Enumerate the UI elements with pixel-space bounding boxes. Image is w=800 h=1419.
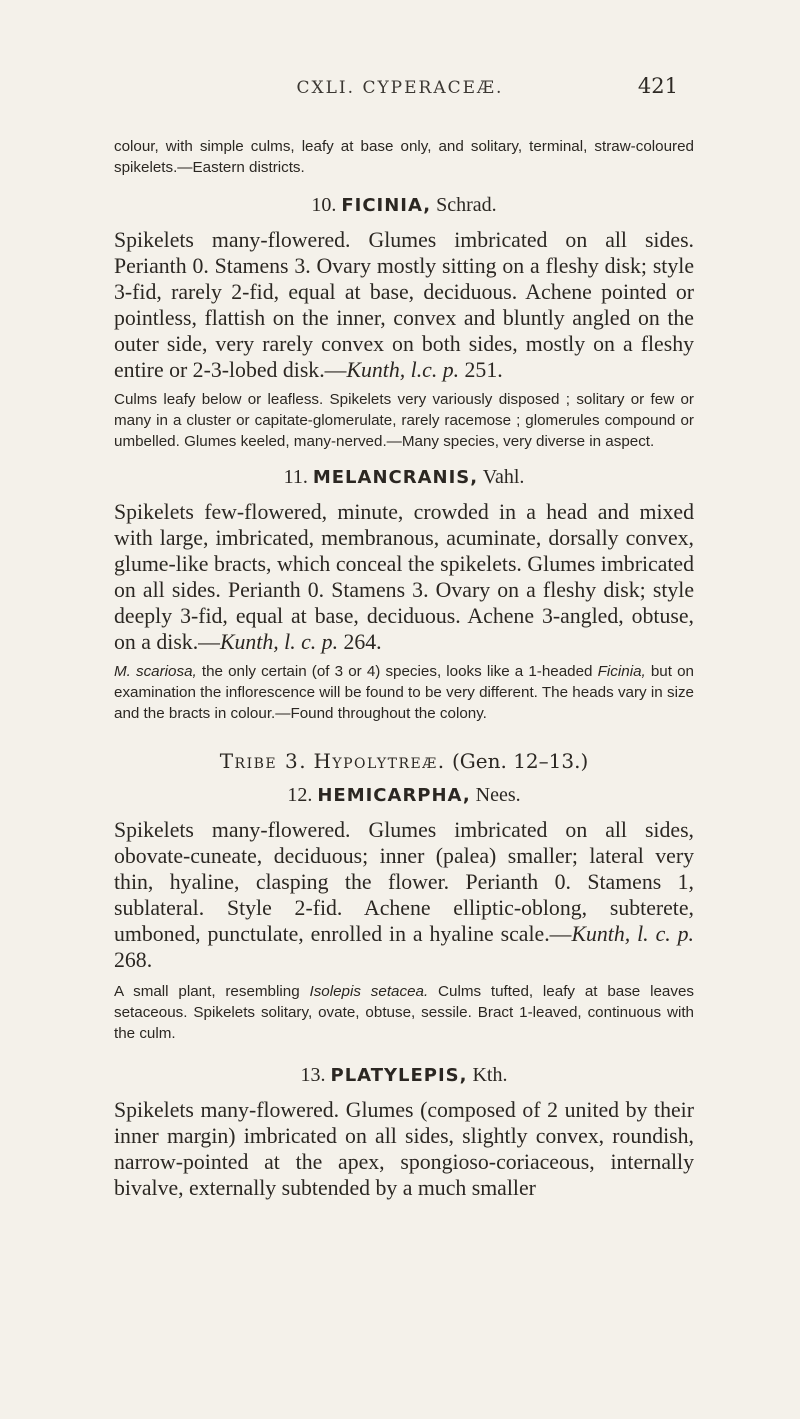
genus-note-ficinia: Culms leafy below or leafless. Spikelets very variously disposed ; solitary or few or many in a cluster or capitate-glomerulate, rarely racemose ; glomerules compound or umbelled. Glumes keeled, many-nerved.—Many species, very diverse in aspect. <box>114 391 694 450</box>
genus-description-ficinia: Spikelets many-flowered. Glumes imbricated on all sides. Perianth 0. Stamens 3. Ovary mostly sitting on a fleshy disk; style 3-fid, rarely 2-fid, equal at base, deciduous. Achene pointed or pointless, flattish on the inner, convex and bluntly angled on the outer side, very rarely convex on both sides, mostly on a fleshy entire or 2-3-lobed disk.—Kunth, l.c. p. 251. <box>114 228 694 382</box>
genus-heading-hemicarpha: 12. HEMICARPHA, Nees. <box>287 784 521 806</box>
page-number: 421 <box>637 74 678 98</box>
genus-heading-ficinia: 10. FICINIA, Schrad. <box>311 194 497 216</box>
genus-description-platylepis: Spikelets many-flowered. Glumes (composed of 2 united by their inner margin) imbricated on all sides, slightly convex, roundish, narrow-pointed at the apex, spongioso-coriaceous, internally bivalve, externally subtended by a much smaller <box>114 1098 694 1200</box>
genus-note-melancranis: M. scariosa, the only certain (of 3 or 4) species, looks like a 1-headed Ficinia, but on examination the inflorescence will be found to be very different. The heads vary in size and the bracts in colour.—Found throughout the colony. <box>114 663 694 722</box>
page-content <box>114 136 694 1201</box>
genus-description-hemicarpha: Spikelets many-flowered. Glumes imbricated on all sides, obovate-cuneate, deciduous; inner (palea) smaller; lateral very thin, hyaline, clasping the flower. Perianth 0. Stamens 1, sublateral. Style 2-fid. Achene elliptic-oblong, subterete, umboned, punctulate, enrolled in a hyaline scale.—Kunth, l. c. p. 268. <box>114 818 694 972</box>
genus-heading-melancranis: 11. MELANCRANIS, Vahl. <box>283 466 525 488</box>
genus-note-hemicarpha: A small plant, resembling Isolepis setacea. Culms tufted, leafy at base leaves setaceous. Spikelets solitary, ovate, obtuse, sessile. Bract 1-leaved, continuous with the culm. <box>114 983 694 1042</box>
genus-heading-platylepis: 13. PLATYLEPIS, Kth. <box>300 1064 508 1086</box>
continuation-paragraph: colour, with simple culms, leafy at base only, and solitary, terminal, straw-coloured spikelets.—Eastern districts. <box>114 138 694 176</box>
tribe-heading: Tribe 3. Hypolytreæ. (Gen. 12–13.) <box>219 749 589 773</box>
running-head: CXLI. CYPERACEÆ. <box>296 78 504 98</box>
genus-description-melancranis: Spikelets few-flowered, minute, crowded in a head and mixed with large, imbricated, membranous, acuminate, dorsally convex, glume-like bracts, which conceal the spikelets. Glumes imbricated on all sides. Perianth 0. Stamens 3. Ovary on a fleshy disk; style deeply 3-fid, equal at base, deciduous. Achene 3-angled, obtuse, on a disk.—Kunth, l. c. p. 264. <box>114 500 694 654</box>
